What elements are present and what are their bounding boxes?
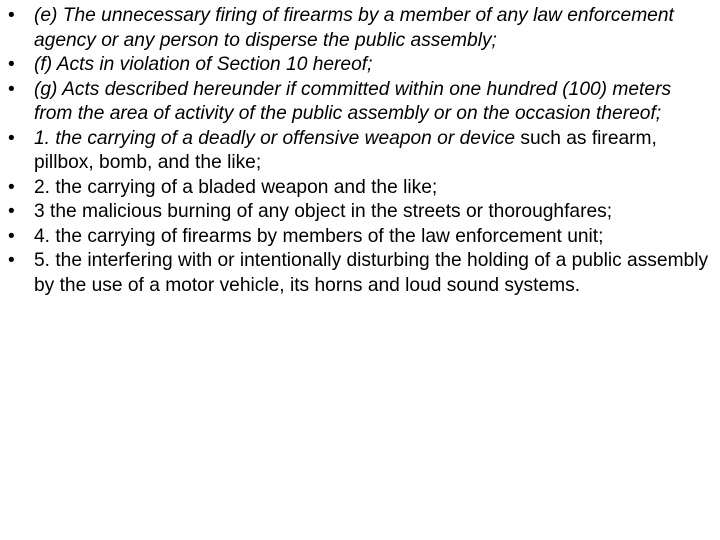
item-text: 4. the carrying of firearms by members of the law enforcement unit; xyxy=(34,225,604,247)
item-text-italic-part: 1. the carrying of a deadly or offensive weapon or device xyxy=(34,127,516,149)
item-text: (e) The unnecessary firing of firearms by a member of any law enforcement agency or any person to disperse the public assembly; xyxy=(34,5,674,51)
bullet-icon: • xyxy=(8,225,15,247)
bullet-icon: • xyxy=(8,250,15,271)
list-item xyxy=(8,4,712,53)
item-text-regular-part: such as firearm, pillbox, bomb, and the like; xyxy=(34,127,657,173)
item-text: (f) Acts in violation of Section 10 hereof; xyxy=(34,54,373,75)
item-text: 5. the interfering with or intentionally disturbing the holding of a public assembly by the use of a motor vehicle, its horns and loud sound systems. xyxy=(34,250,709,296)
bullet-icon: • xyxy=(8,201,15,222)
bullet-icon: • xyxy=(8,54,15,75)
list-item xyxy=(8,53,712,78)
item-text: 2. the carrying of a bladed weapon and the like; xyxy=(34,176,438,198)
bullet-icon: • xyxy=(8,176,15,198)
list-item xyxy=(8,225,712,250)
list-item xyxy=(8,200,712,225)
list-item xyxy=(8,249,712,298)
bullet-icon: • xyxy=(8,5,15,26)
list-item xyxy=(8,78,712,127)
bullet-icon: • xyxy=(8,127,15,149)
item-text: 3 the malicious burning of any object in the streets or thoroughfares; xyxy=(34,201,613,222)
list-item xyxy=(8,127,712,176)
bullet-icon: • xyxy=(8,78,15,100)
list-item xyxy=(8,176,712,201)
bullet-list xyxy=(8,4,712,298)
item-text: (g) Acts described hereunder if committed within one hundred (100) meters from the area of activity of the public assembly or on the occasion thereof; xyxy=(34,78,672,124)
